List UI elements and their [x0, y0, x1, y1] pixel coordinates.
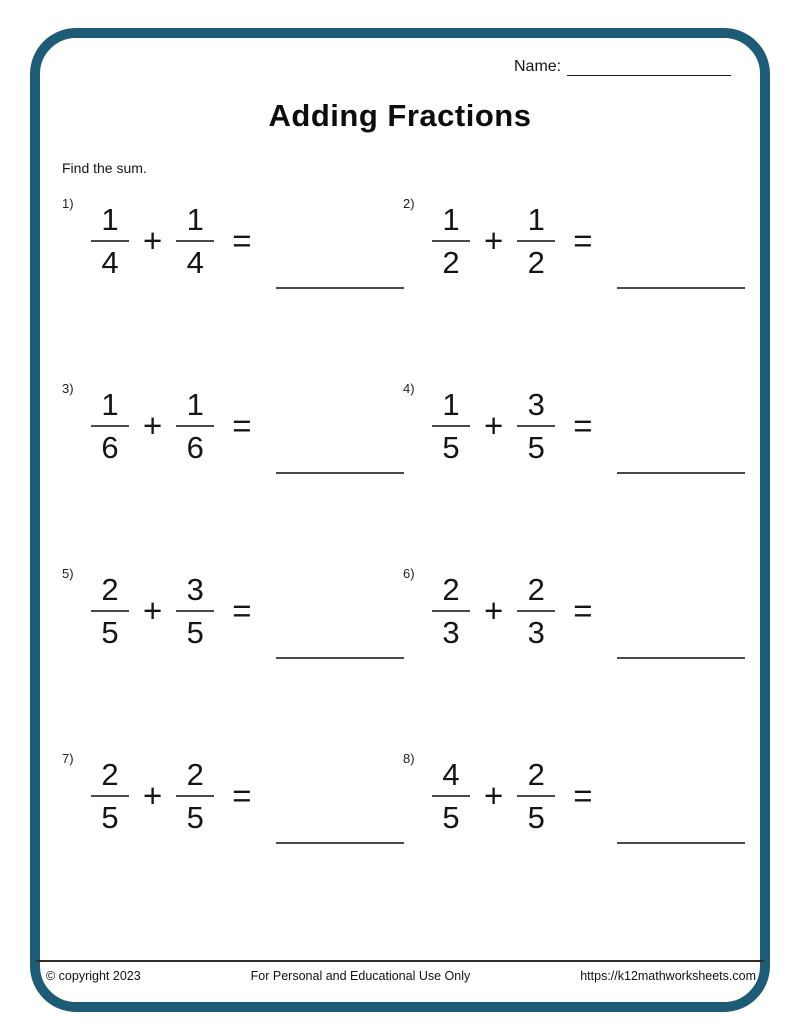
answer-blank — [617, 472, 745, 474]
fraction-2 — [171, 758, 219, 834]
problem-number: 5) — [62, 566, 74, 581]
fraction-1 — [427, 573, 475, 649]
numerator: 1 — [186, 387, 204, 422]
footer-divider — [36, 960, 764, 962]
footer-url: https://k12mathworksheets.com — [580, 969, 756, 983]
answer-blank — [617, 287, 745, 289]
fraction-bar — [176, 425, 214, 427]
equals-operator: = — [573, 592, 593, 629]
plus-operator: + — [143, 222, 163, 259]
fraction-bar — [91, 610, 129, 612]
problem-7 — [60, 748, 401, 933]
numerator: 4 — [442, 757, 460, 792]
fraction-bar — [517, 425, 555, 427]
fraction-2 — [512, 573, 560, 649]
fraction-bar — [91, 240, 129, 242]
expression — [427, 573, 745, 649]
numerator: 2 — [442, 572, 460, 607]
expression — [427, 758, 745, 834]
numerator: 1 — [101, 387, 119, 422]
problem-6 — [401, 563, 742, 748]
fraction-bar — [91, 425, 129, 427]
numerator: 2 — [527, 757, 545, 792]
plus-operator: + — [484, 407, 504, 444]
denominator: 3 — [527, 615, 545, 650]
denominator: 5 — [527, 800, 545, 835]
problems-grid — [60, 193, 750, 933]
fraction-2 — [512, 203, 560, 279]
name-field-row — [514, 58, 731, 76]
equals-operator: = — [573, 407, 593, 444]
equals-operator: = — [232, 777, 252, 814]
denominator: 2 — [442, 245, 460, 280]
fraction-2 — [512, 388, 560, 464]
denominator: 5 — [101, 615, 119, 650]
answer-blank — [276, 287, 404, 289]
fraction-1 — [86, 758, 134, 834]
name-label: Name: — [514, 58, 562, 75]
fraction-bar — [432, 610, 470, 612]
fraction-bar — [176, 795, 214, 797]
fraction-1 — [427, 203, 475, 279]
fraction-bar — [517, 610, 555, 612]
denominator: 5 — [442, 430, 460, 465]
fraction-1 — [86, 388, 134, 464]
numerator: 1 — [527, 202, 545, 237]
expression — [86, 388, 404, 464]
fraction-bar — [176, 240, 214, 242]
denominator: 5 — [186, 800, 204, 835]
denominator: 6 — [101, 430, 119, 465]
problem-4 — [401, 378, 742, 563]
problem-8 — [401, 748, 742, 933]
equals-operator: = — [232, 407, 252, 444]
numerator: 2 — [101, 757, 119, 792]
numerator: 3 — [186, 572, 204, 607]
equals-operator: = — [573, 222, 593, 259]
expression — [86, 573, 404, 649]
footer-copyright: © copyright 2023 — [46, 969, 141, 983]
equals-operator: = — [232, 592, 252, 629]
worksheet-title: Adding Fractions — [268, 98, 532, 133]
fraction-bar — [432, 795, 470, 797]
problem-3 — [60, 378, 401, 563]
expression — [86, 203, 404, 279]
fraction-1 — [86, 573, 134, 649]
numerator: 2 — [527, 572, 545, 607]
problem-5 — [60, 563, 401, 748]
plus-operator: + — [143, 592, 163, 629]
answer-blank — [276, 842, 404, 844]
denominator: 3 — [442, 615, 460, 650]
problem-number: 7) — [62, 751, 74, 766]
footer — [46, 969, 756, 983]
fraction-1 — [86, 203, 134, 279]
problem-number: 3) — [62, 381, 74, 396]
denominator: 5 — [527, 430, 545, 465]
plus-operator: + — [143, 777, 163, 814]
numerator: 3 — [527, 387, 545, 422]
problem-number: 2) — [403, 196, 415, 211]
fraction-2 — [171, 203, 219, 279]
fraction-bar — [176, 610, 214, 612]
instruction-text: Find the sum. — [62, 160, 147, 176]
numerator: 2 — [186, 757, 204, 792]
equals-operator: = — [232, 222, 252, 259]
fraction-bar — [517, 795, 555, 797]
problem-number: 8) — [403, 751, 415, 766]
problem-2 — [401, 193, 742, 378]
fraction-1 — [427, 388, 475, 464]
fraction-2 — [171, 388, 219, 464]
denominator: 5 — [186, 615, 204, 650]
fraction-1 — [427, 758, 475, 834]
expression — [427, 388, 745, 464]
answer-blank — [276, 657, 404, 659]
fraction-bar — [432, 240, 470, 242]
numerator: 1 — [442, 202, 460, 237]
denominator: 2 — [527, 245, 545, 280]
answer-blank — [617, 842, 745, 844]
numerator: 1 — [186, 202, 204, 237]
plus-operator: + — [484, 592, 504, 629]
numerator: 1 — [442, 387, 460, 422]
denominator: 4 — [101, 245, 119, 280]
problem-number: 6) — [403, 566, 415, 581]
fraction-2 — [171, 573, 219, 649]
denominator: 6 — [186, 430, 204, 465]
denominator: 5 — [442, 800, 460, 835]
expression — [427, 203, 745, 279]
answer-blank — [276, 472, 404, 474]
plus-operator: + — [143, 407, 163, 444]
problem-number: 1) — [62, 196, 74, 211]
denominator: 5 — [101, 800, 119, 835]
plus-operator: + — [484, 222, 504, 259]
expression — [86, 758, 404, 834]
footer-usage-note: For Personal and Educational Use Only — [250, 969, 471, 983]
equals-operator: = — [573, 777, 593, 814]
fraction-2 — [512, 758, 560, 834]
name-blank-line — [567, 60, 731, 76]
answer-blank — [617, 657, 745, 659]
problem-number: 4) — [403, 381, 415, 396]
fraction-bar — [432, 425, 470, 427]
problem-1 — [60, 193, 401, 378]
numerator: 2 — [101, 572, 119, 607]
fraction-bar — [517, 240, 555, 242]
numerator: 1 — [101, 202, 119, 237]
plus-operator: + — [484, 777, 504, 814]
fraction-bar — [91, 795, 129, 797]
denominator: 4 — [186, 245, 204, 280]
